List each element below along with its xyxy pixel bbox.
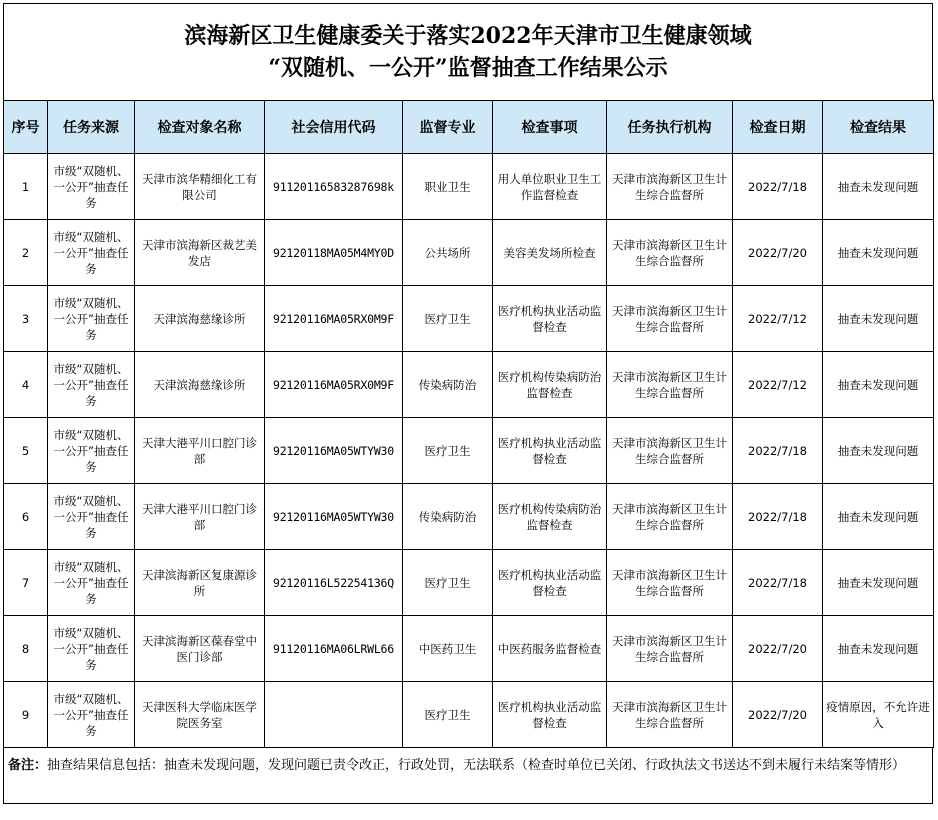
cell-no: 6: [4, 484, 48, 550]
table-row: [4, 286, 934, 352]
header-no: 序号: [4, 101, 48, 154]
cell-code: 92120116MA05WTYW30: [265, 484, 403, 550]
cell-item: 医疗机构执业活动监督检查: [493, 286, 607, 352]
cell-agency: 天津市滨海新区卫生计生综合监督所: [607, 616, 733, 682]
cell-code: 91120116583287698k: [265, 154, 403, 220]
cell-name: 天津大港平川口腔门诊部: [135, 484, 265, 550]
remarks: [3, 748, 933, 804]
cell-date: 2022/7/18: [733, 418, 823, 484]
table-row: [4, 682, 934, 748]
cell-no: 1: [4, 154, 48, 220]
cell-source: 市级“双随机、一公开”抽查任务: [48, 154, 135, 220]
cell-agency: 天津市滨海新区卫生计生综合监督所: [607, 220, 733, 286]
page-title: [3, 3, 933, 100]
cell-name: 天津滨海慈缘诊所: [135, 352, 265, 418]
remarks-label: 备注：: [8, 758, 48, 773]
cell-name: 天津大港平川口腔门诊部: [135, 418, 265, 484]
cell-name: 天津市滨海新区裁艺美发店: [135, 220, 265, 286]
cell-item: 医疗机构执业活动监督检查: [493, 550, 607, 616]
table-row: [4, 220, 934, 286]
cell-field: 职业卫生: [403, 154, 493, 220]
cell-date: 2022/7/18: [733, 550, 823, 616]
cell-source: 市级“双随机、一公开”抽查任务: [48, 550, 135, 616]
cell-agency: 天津市滨海新区卫生计生综合监督所: [607, 682, 733, 748]
cell-item: 美容美发场所检查: [493, 220, 607, 286]
cell-item: 中医药服务监督检查: [493, 616, 607, 682]
header-result: 检查结果: [823, 101, 934, 154]
title-line-1: 滨海新区卫生健康委关于落实2022年天津市卫生健康领域: [184, 23, 752, 49]
cell-date: 2022/7/20: [733, 682, 823, 748]
cell-source: 市级“双随机、一公开”抽查任务: [48, 352, 135, 418]
cell-result: 抽查未发现问题: [823, 154, 934, 220]
table-row: [4, 418, 934, 484]
cell-name: 天津滨海新区葆春堂中医门诊部: [135, 616, 265, 682]
cell-agency: 天津市滨海新区卫生计生综合监督所: [607, 418, 733, 484]
cell-date: 2022/7/18: [733, 154, 823, 220]
cell-result: 疫情原因，不允许进入: [823, 682, 934, 748]
cell-date: 2022/7/12: [733, 352, 823, 418]
cell-result: 抽查未发现问题: [823, 616, 934, 682]
results-table: [3, 100, 934, 748]
cell-no: 3: [4, 286, 48, 352]
cell-result: 抽查未发现问题: [823, 550, 934, 616]
cell-source: 市级“双随机、一公开”抽查任务: [48, 484, 135, 550]
cell-field: 中医药卫生: [403, 616, 493, 682]
cell-date: 2022/7/18: [733, 484, 823, 550]
cell-agency: 天津市滨海新区卫生计生综合监督所: [607, 154, 733, 220]
cell-code: 92120118MA05M4MY0D: [265, 220, 403, 286]
remarks-text: 抽查结果信息包括：抽查未发现问题，发现问题已责令改正，行政处罚，无法联系（检查时单位已关闭、行政执法文书送达不到未履行未结案等情形）: [47, 758, 906, 773]
cell-date: 2022/7/12: [733, 286, 823, 352]
header-name: 检查对象名称: [135, 101, 265, 154]
cell-item: 医疗机构传染病防治监督检查: [493, 352, 607, 418]
header-agency: 任务执行机构: [607, 101, 733, 154]
cell-field: 传染病防治: [403, 484, 493, 550]
header-field: 监督专业: [403, 101, 493, 154]
header-row: [4, 101, 934, 154]
cell-code: [265, 682, 403, 748]
cell-field: 医疗卫生: [403, 682, 493, 748]
cell-item: 医疗机构传染病防治监督检查: [493, 484, 607, 550]
cell-source: 市级“双随机、一公开”抽查任务: [48, 418, 135, 484]
cell-field: 医疗卫生: [403, 286, 493, 352]
cell-agency: 天津市滨海新区卫生计生综合监督所: [607, 286, 733, 352]
cell-source: 市级“双随机、一公开”抽查任务: [48, 616, 135, 682]
cell-date: 2022/7/20: [733, 220, 823, 286]
cell-field: 公共场所: [403, 220, 493, 286]
header-item: 检查事项: [493, 101, 607, 154]
cell-agency: 天津市滨海新区卫生计生综合监督所: [607, 550, 733, 616]
cell-result: 抽查未发现问题: [823, 220, 934, 286]
table-row: [4, 154, 934, 220]
cell-name: 天津滨海新区复康源诊所: [135, 550, 265, 616]
header-source: 任务来源: [48, 101, 135, 154]
cell-result: 抽查未发现问题: [823, 484, 934, 550]
cell-name: 天津医科大学临床医学院医务室: [135, 682, 265, 748]
cell-field: 医疗卫生: [403, 418, 493, 484]
cell-no: 5: [4, 418, 48, 484]
notice-sheet: [3, 3, 933, 817]
table-row: [4, 550, 934, 616]
header-date: 检查日期: [733, 101, 823, 154]
cell-result: 抽查未发现问题: [823, 418, 934, 484]
cell-name: 天津滨海慈缘诊所: [135, 286, 265, 352]
table-row: [4, 484, 934, 550]
cell-source: 市级“双随机、一公开”抽查任务: [48, 286, 135, 352]
cell-field: 医疗卫生: [403, 550, 493, 616]
cell-no: 4: [4, 352, 48, 418]
cell-item: 用人单位职业卫生工作监督检查: [493, 154, 607, 220]
cell-name: 天津市滨华精细化工有限公司: [135, 154, 265, 220]
cell-date: 2022/7/20: [733, 616, 823, 682]
cell-code: 92120116MA05WTYW30: [265, 418, 403, 484]
cell-no: 7: [4, 550, 48, 616]
cell-source: 市级“双随机、一公开”抽查任务: [48, 682, 135, 748]
cell-code: 92120116L52254136Q: [265, 550, 403, 616]
cell-result: 抽查未发现问题: [823, 352, 934, 418]
cell-no: 8: [4, 616, 48, 682]
table-row: [4, 352, 934, 418]
header-code: 社会信用代码: [265, 101, 403, 154]
cell-code: 92120116MA05RX0M9F: [265, 352, 403, 418]
cell-source: 市级“双随机、一公开”抽查任务: [48, 220, 135, 286]
cell-field: 传染病防治: [403, 352, 493, 418]
cell-agency: 天津市滨海新区卫生计生综合监督所: [607, 484, 733, 550]
cell-item: 医疗机构执业活动监督检查: [493, 682, 607, 748]
cell-agency: 天津市滨海新区卫生计生综合监督所: [607, 352, 733, 418]
cell-no: 9: [4, 682, 48, 748]
cell-result: 抽查未发现问题: [823, 286, 934, 352]
title-line-2: “双随机、一公开”监督抽查工作结果公示: [268, 55, 668, 81]
cell-item: 医疗机构执业活动监督检查: [493, 418, 607, 484]
table-row: [4, 616, 934, 682]
cell-no: 2: [4, 220, 48, 286]
cell-code: 91120116MA06LRWL66: [265, 616, 403, 682]
cell-code: 92120116MA05RX0M9F: [265, 286, 403, 352]
